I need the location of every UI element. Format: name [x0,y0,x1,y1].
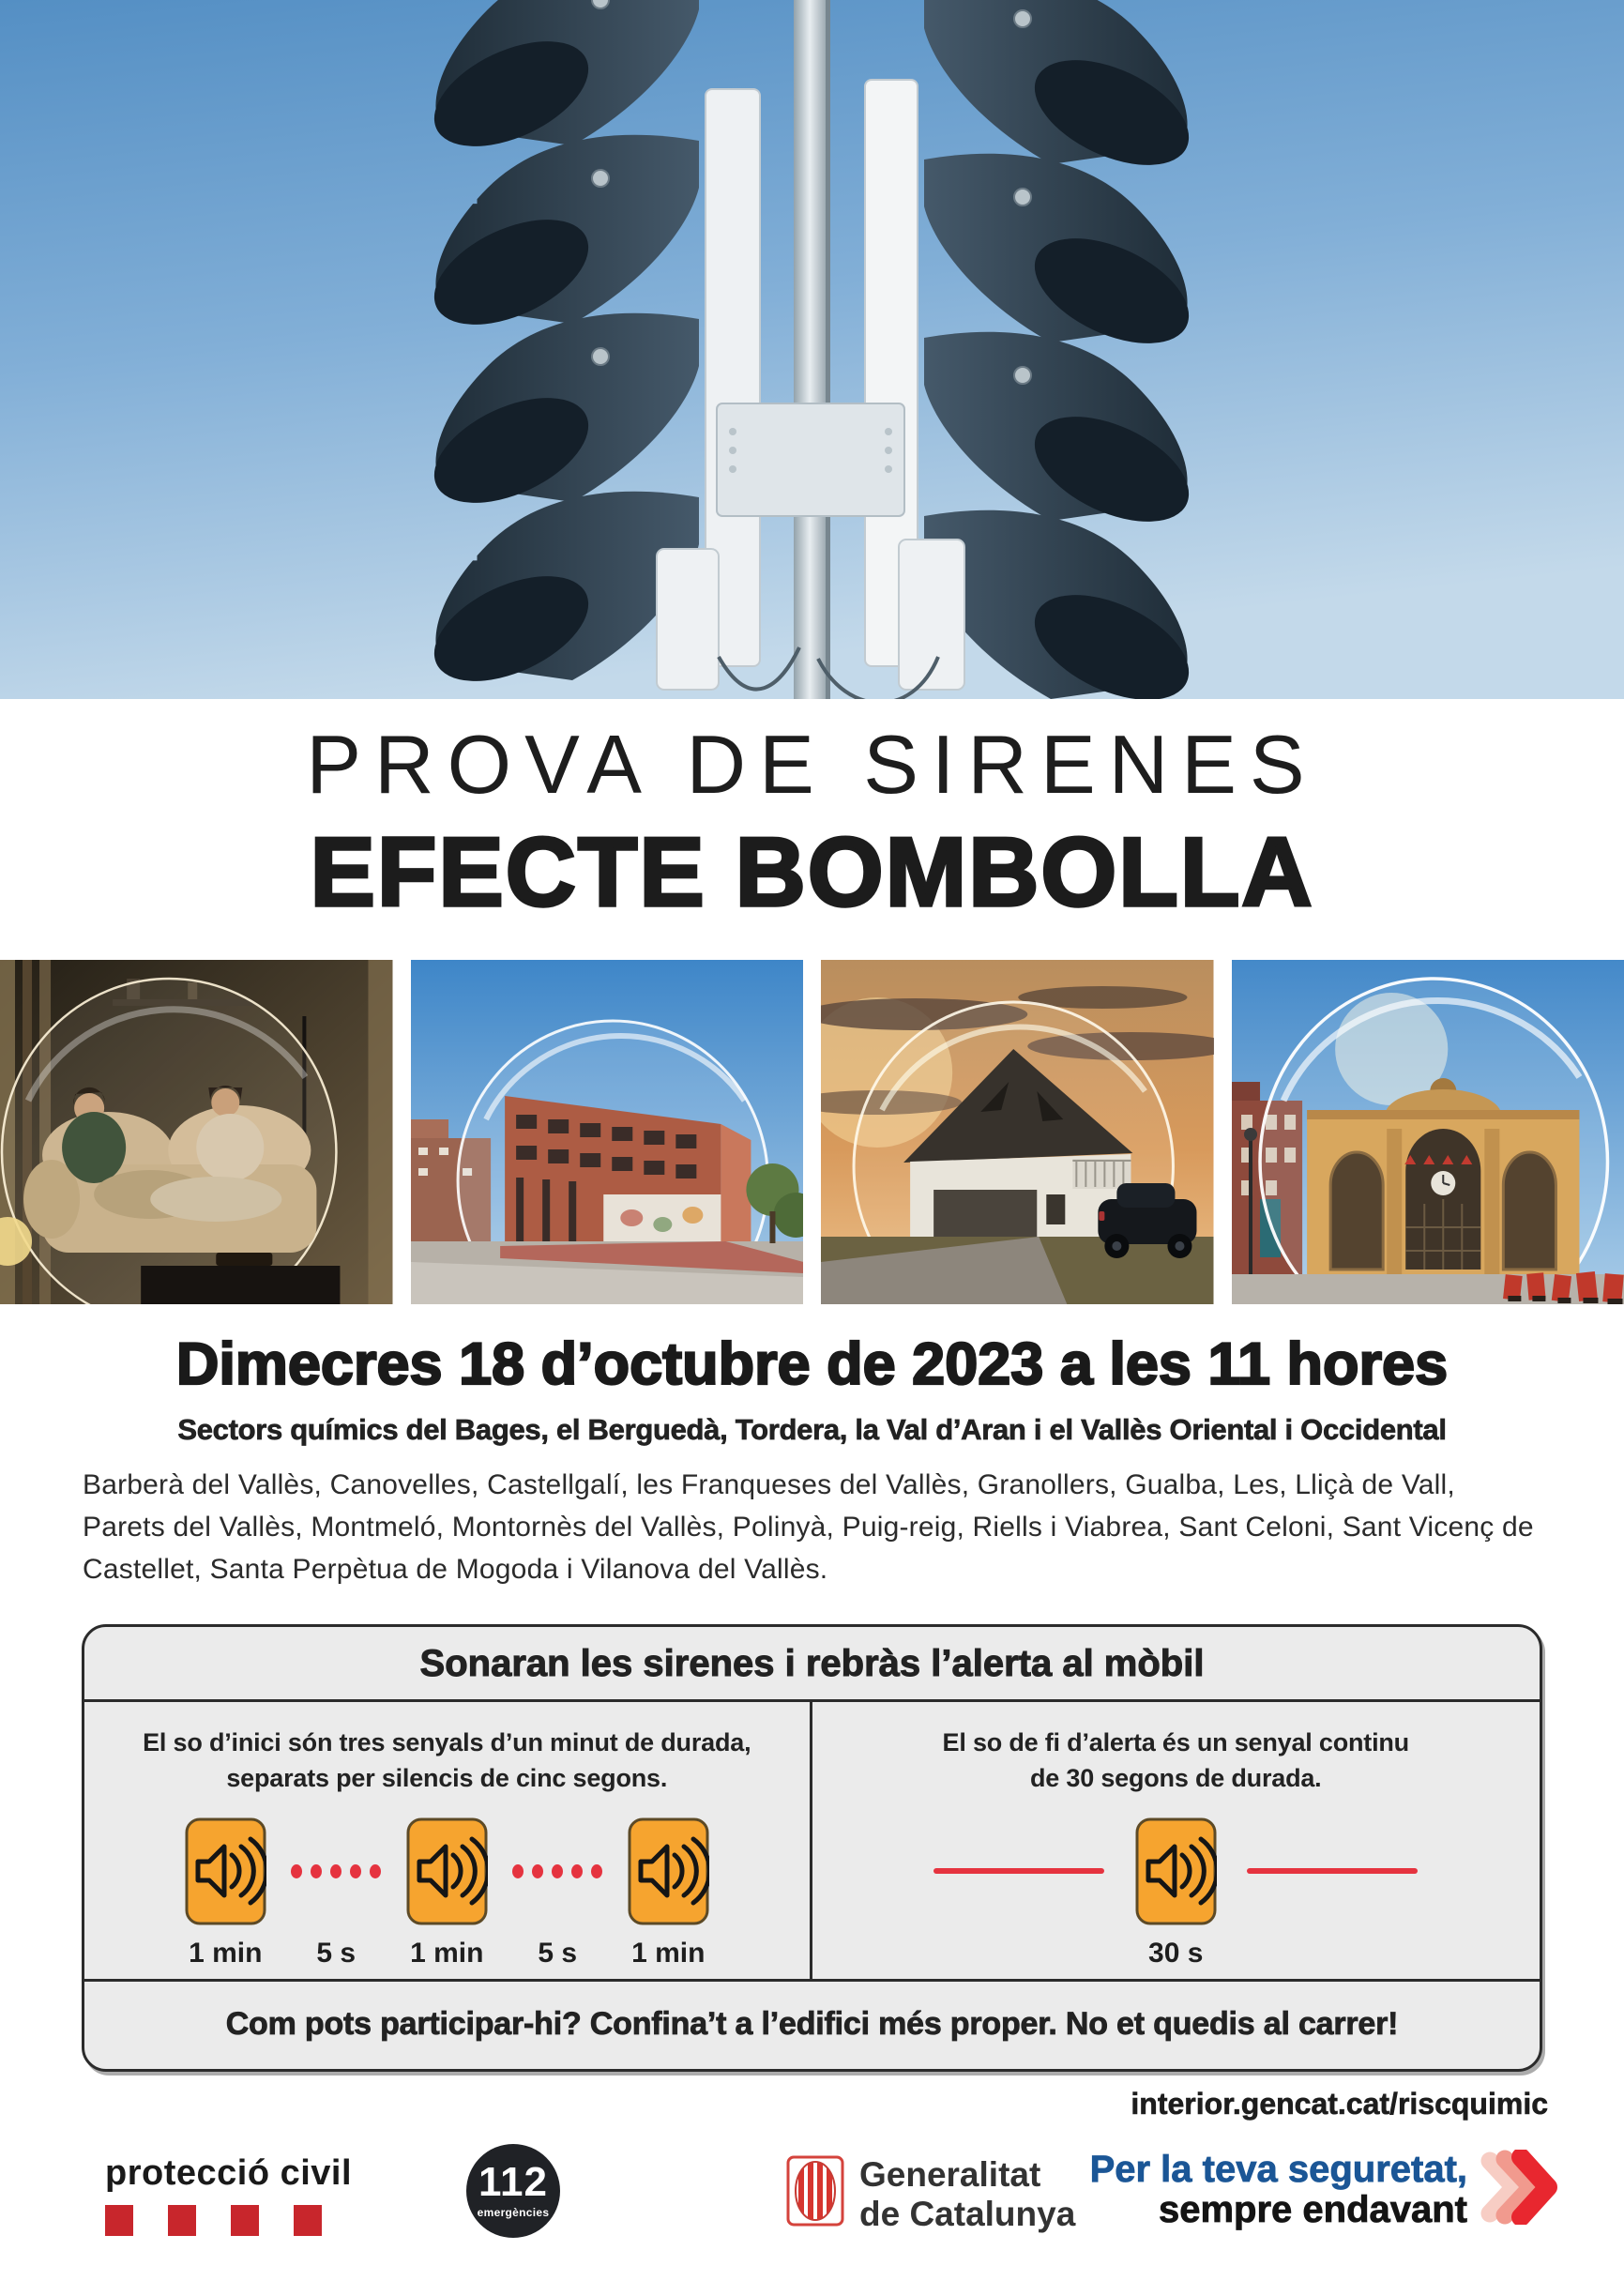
emergency-label: emergències [478,2206,550,2219]
generalitat-shield-icon [786,2155,844,2227]
website-url: interior.gencat.cat/riscquimic [0,2087,1548,2121]
siren-alert-box [82,1624,1542,2072]
forward-chevrons-icon [1480,2150,1559,2225]
proteccio-civil-label: protecció civil [105,2153,352,2194]
sectors-line: Sectors químics del Bages, el Berguedà, Tordera, la Val d’Aran i el Vallès Oriental i Occidental [0,1413,1624,1447]
siren-mast-illustration [0,0,1624,699]
sequence-step [170,1817,281,1969]
end-signal-sequence [918,1817,1434,1969]
siren-mast-photo [0,0,1624,699]
sequence-step [502,1817,613,1969]
speaker-icon [185,1817,266,1925]
photo-school-building-bubble [411,960,804,1304]
duration-label: 5 s [538,1938,577,1969]
date-heading: Dimecres 18 d’octubre de 2023 a les 11 hores [0,1330,1624,1398]
duration-label: 30 s [1148,1938,1203,1969]
sequence-step [1120,1817,1231,1969]
generalitat-logo [786,2155,1075,2235]
safety-tagline [1090,2150,1559,2230]
end-signal-description: El so de fi d’alerta és un senyal continu de 30 segons de durada. [943,1725,1409,1797]
proteccio-civil-logo [105,2153,352,2236]
end-signal-panel [812,1702,1541,1979]
generalitat-label: Generalitat de Catalunya [859,2155,1075,2235]
pause-dots-icon [512,1817,602,1925]
start-signal-sequence [170,1817,723,1969]
duration-label: 5 s [316,1938,356,1969]
emergency-number: 112 [478,2162,548,2203]
footer-logos [0,2144,1624,2296]
poster-title-line2: EFECTE BOMBOLLA [0,823,1624,922]
proteccio-civil-squares-icon [105,2205,352,2236]
tagline-line2: sempre endavant [1090,2190,1467,2230]
sequence-step [391,1817,502,1969]
start-signal-panel [84,1702,812,1979]
start-signal-description: El so d’inici són tres senyals d’un minut de durada, separats per silencis de cinc segons. [143,1725,751,1797]
sequence-step [281,1817,391,1969]
continuous-line-icon [918,1817,1120,1969]
speaker-icon [1135,1817,1217,1925]
bubble-photo-strip [0,960,1624,1304]
speaker-icon [628,1817,709,1925]
pause-dots-icon [291,1817,381,1925]
photo-house-sunset-bubble [821,960,1214,1304]
sequence-step [613,1817,723,1969]
duration-label: 1 min [189,1938,262,1969]
photo-market-hall-bubble [1232,960,1624,1304]
duration-label: 1 min [410,1938,483,1969]
speaker-icon [406,1817,488,1925]
municipalities-paragraph: Barberà del Vallès, Canovelles, Castellgalí, les Franqueses del Vallès, Granollers, Gualba, Les, Lliçà de Vall, Parets del Vallès, Montmeló, Montornès del Vallès, Polinyà, Puig-reig, Riells i Viabrea, Sant Celoni, Sant Vicenç de Castellet, Santa Perpètua de Mogoda i Vilanova del Vallès. [83,1464,1541,1590]
participation-instruction: Com pots participar-hi? Confina’t a l’edifici més proper. No et quedis al carrer! [84,1979,1540,2069]
poster-title-line1: PROVA DE SIRENES [0,723,1624,806]
alert-box-title: Sonaran les sirenes i rebràs l’alerta al mòbil [84,1627,1540,1702]
photo-couple-livingroom-bubble [0,960,393,1304]
continuous-line-icon [1231,1817,1434,1969]
duration-label: 1 min [631,1938,705,1969]
112-badge-icon [466,2144,560,2238]
tagline-line1: Per la teva seguretat, [1090,2150,1467,2190]
